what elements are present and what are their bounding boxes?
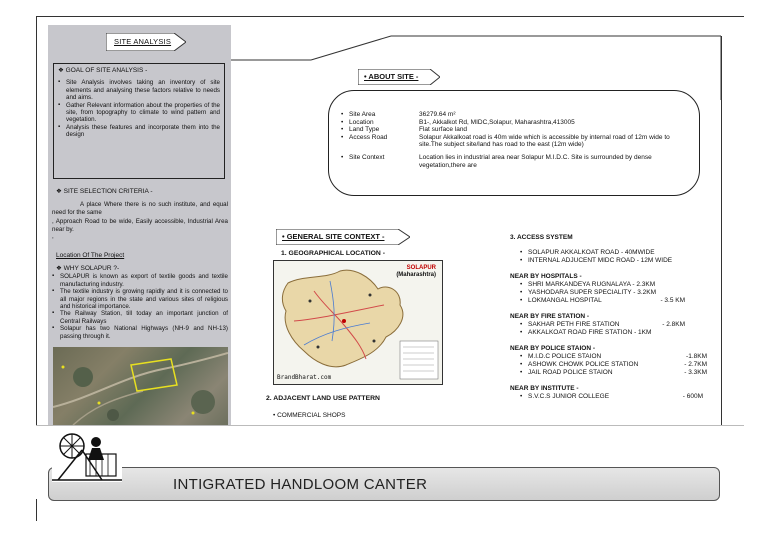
place-name: • ASHOWK CHOWK POLICE STATION: [528, 361, 639, 368]
criteria-line-2: , Approach Road to be wide, Easily accessible, Industrial Area near by.: [52, 218, 228, 233]
frame-top-line: [36, 16, 744, 17]
list-item: [520, 393, 725, 401]
fire-stations-heading: NEAR BY FIRE STATION -: [510, 313, 590, 320]
list-item: [520, 297, 725, 305]
about-row-land-type: [341, 126, 689, 134]
institutes-heading: NEAR BY INSTITUTE -: [510, 385, 579, 392]
goal-list: [58, 79, 220, 138]
place-distance: - 3.3KM: [684, 369, 707, 376]
criteria-line-1: A place Where there is no such institute, and equal need for the same: [52, 201, 228, 216]
aerial-site-photo: [53, 347, 228, 425]
place-distance: - 2.7KM: [684, 361, 707, 368]
list-item: [520, 353, 725, 361]
list-item: ▪ Site Analysis involves taking an inventory of site elements and analysing these factors relative to needs and aims.: [58, 79, 220, 101]
place-name: • LOKMANGAL HOSPITAL: [528, 297, 602, 304]
about-key: • Access Road: [341, 134, 419, 149]
adjacent-land-use-heading: 2. ADJACENT LAND USE PATTERN: [266, 395, 380, 402]
about-value: Location lies in industrial area near Solapur M.I.D.C. Site is surrounded by dense vegetation,there are: [419, 153, 652, 169]
about-row-access-road: [341, 134, 689, 149]
about-key: • Location: [341, 119, 419, 127]
place-name: • AKKALKOAT ROAD FIRE STATION - 1KM: [528, 329, 652, 336]
fire-stations-list: [520, 321, 725, 337]
map-credit: BrandBharat.com: [277, 374, 332, 381]
place-distance: - 600M: [682, 393, 703, 400]
list-item: ▪ The Railway Station, till today an important junction of Central Railways: [52, 310, 228, 325]
road-name: • INTERNAL ADJUCENT MIDC ROAD - 12M WIDE: [528, 257, 673, 264]
about-key: • Site Context: [341, 154, 419, 169]
location-heading: Location Of The Project: [56, 252, 125, 259]
list-item: [520, 369, 725, 377]
map-title-city: SOLAPUR: [406, 265, 436, 271]
list-item: [520, 281, 725, 289]
police-stations-list: [520, 353, 725, 377]
access-system-column: [510, 234, 725, 401]
about-key: • Land Type: [341, 126, 419, 134]
map-graphic: [274, 261, 443, 385]
list-item: [520, 361, 725, 369]
place-name: • SAKHAR PETH FIRE STATION: [528, 321, 620, 328]
list-item: ▪ The textile industry is growing rapidly and it is connected to all major regions in the state and various sites of religious and historical importance.: [52, 288, 228, 310]
criteria-line-3: ,: [52, 233, 54, 241]
map-title-state: (Maharashtra): [396, 272, 436, 278]
place-distance: - 2.8KM: [662, 321, 685, 328]
list-item: [520, 329, 725, 337]
about-key: • Site Area: [341, 111, 419, 119]
general-context-tab: [276, 229, 410, 245]
hospitals-list: [520, 281, 725, 305]
about-value: B1-, Akkalkot Rd, MIDC,Solapur, Maharashtra,413005: [419, 118, 575, 126]
criteria-heading: ❖ SITE SELECTION CRITERIA -: [56, 188, 153, 195]
goal-heading: ❖ GOAL OF SITE ANALYSIS -: [58, 67, 148, 74]
site-analysis-label: SITE ANALYSIS: [114, 37, 172, 46]
why-list: [52, 273, 228, 340]
about-row-site-context: [341, 154, 689, 169]
general-context-label: • GENERAL SITE CONTEXT -: [282, 232, 385, 241]
hospitals-heading: NEAR BY HOSPITALS -: [510, 273, 582, 280]
list-item: ▪ SOLAPUR is known as export of textile goods and textile manufacturing industry.: [52, 273, 228, 288]
place-name: • M.I.D.C POLICE STAION: [528, 353, 602, 360]
list-item: [520, 257, 725, 265]
list-item: ▪ Gather Relevant information about the properties of the site, from topography to climate to wind pattern and vegetation.: [58, 102, 220, 124]
handloom-illustration: [52, 430, 122, 482]
place-name: • YASHODARA SUPER SPECIALITY - 3.2KM: [528, 289, 656, 296]
site-analysis-tab: [106, 33, 186, 51]
project-title: INTIGRATED HANDLOOM CANTER: [173, 476, 428, 493]
place-distance: - 3.5 KM: [660, 297, 685, 304]
access-system-heading: 3. ACCESS SYSTEM: [510, 234, 573, 241]
road-name: • SOLAPUR AKKALKOAT ROAD - 40MWIDE: [528, 249, 655, 256]
about-row-location: [341, 119, 689, 127]
place-distance: -1.8KM: [686, 353, 707, 360]
road-list: [520, 249, 725, 265]
place-name: • S.V.C.S JUNIOR COLLEGE: [528, 393, 610, 400]
about-site-label: • ABOUT SITE -: [364, 72, 419, 81]
map-title: [396, 265, 436, 279]
place-name: • SHRI MARKANDEYA RUGNALAYA - 2.3KM: [528, 281, 656, 288]
about-row-area: [341, 111, 689, 119]
why-solapur-block: [52, 265, 228, 340]
about-value: Flat surface land: [419, 126, 468, 134]
about-site-box: [328, 90, 700, 196]
institutes-list: [520, 393, 725, 401]
left-column: [48, 25, 231, 425]
police-stations-heading: NEAR BY POLICE STAION -: [510, 345, 595, 352]
about-value: Solapur Akkalkoat road is 40m wide which is accessible by internal road of 12m wide to site.The subject site/land has road to the east (12m wide): [419, 133, 670, 149]
project-title-bar: [48, 467, 720, 501]
goal-box: [53, 63, 225, 179]
about-site-tab: [358, 69, 440, 85]
criteria-text: [52, 201, 228, 241]
list-item: ▪ Solapur has two National Highways (NH-9 and NH-13) passing through it.: [52, 325, 228, 340]
geographical-location-heading: 1. GEOGRAPHICAL LOCATION -: [281, 250, 385, 257]
list-item: [520, 289, 725, 297]
adjacent-land-use-item: • COMMERCIAL SHOPS: [273, 412, 345, 419]
about-value: 36279.64 m²: [419, 111, 456, 118]
list-item: [520, 321, 725, 329]
place-name: • JAIL ROAD POLICE STAION: [528, 369, 613, 376]
solapur-district-map: [273, 260, 443, 385]
why-heading: ❖ WHY SOLAPUR ?-: [56, 265, 120, 272]
list-item: ▪ Analysis these features and incorporate them into the design: [58, 124, 220, 139]
list-item: [520, 249, 725, 257]
